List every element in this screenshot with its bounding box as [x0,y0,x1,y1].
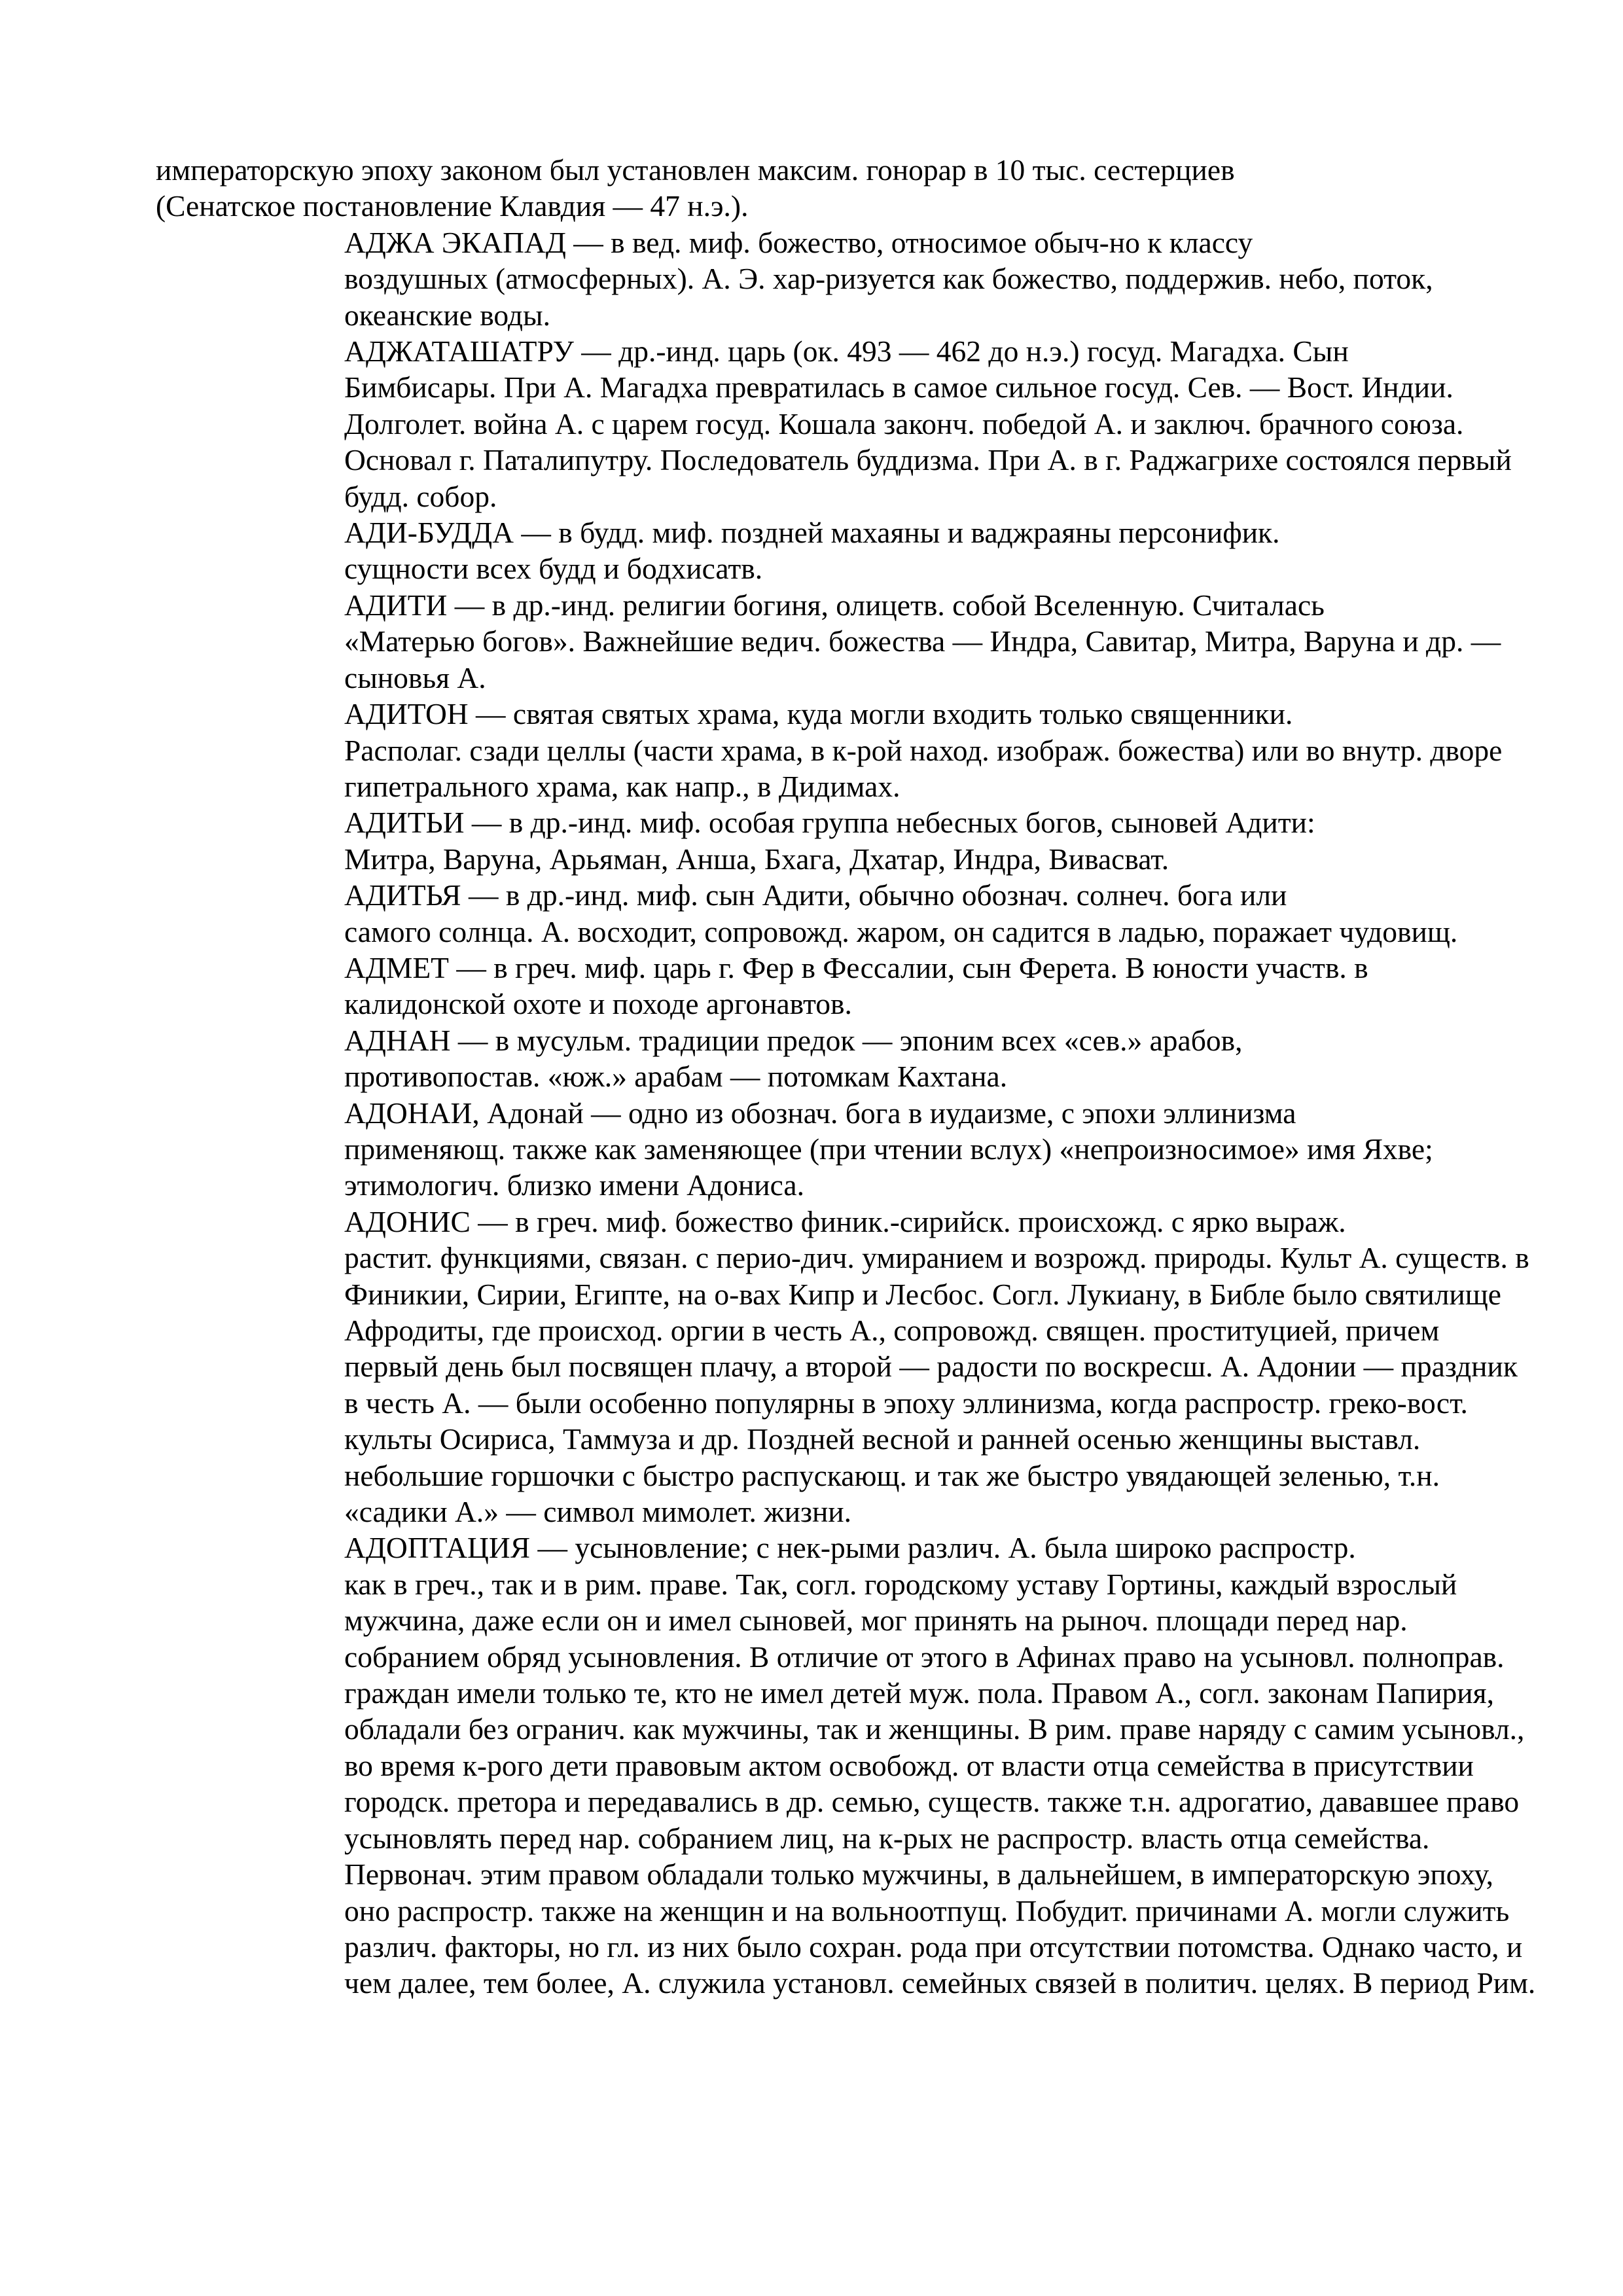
text-line: АДОНАИ, Адонай — одно из обознач. бога в иудаизме, с эпохи эллинизма [344,1096,1296,1130]
text-line: АДЖА ЭКАПАД — в вед. миф. божество, относимое обыч-но к классу [344,225,1253,259]
text-line: АДОНИС — в греч. миф. божество финик.-сирийск. происхожд. с ярко выраж. [344,1204,1346,1238]
text-line: во время к-рого дети правовым актом освобожд. от власти отца семейства в присутствии [344,1748,1474,1782]
text-line: первый день был посвящен плачу, а второй — радости по воскресш. А. Адонии — праздник [344,1350,1518,1384]
text-line: обладали без огранич. как мужчины, так и женщины. В рим. праве наряду с самим усыновл., [344,1712,1525,1746]
entry-adoptatsiya [156,1530,1536,2001]
text-line: калидонской охоте и походе аргонавтов. [344,987,852,1021]
text-line: Основал г. Паталипутру. Последователь буддизма. При А. в г. Раджагрихе состоялся первый [344,443,1512,477]
text-line: АДНАН — в мусульм. традиции предок — эпоним всех «сев.» арабов, [344,1023,1243,1057]
entry-adonis [156,1204,1529,1530]
text-line: этимологич. близко имени Адониса. [344,1168,804,1202]
text-line: небольшие горшочки с быстро распускающ. и так же быстро увядающей зеленью, т.н. [344,1458,1440,1492]
text-line: применяющ. также как заменяющее (при чтении вслух) «непроизносимое» имя Яхве; [344,1132,1433,1166]
entry-adi-budda [156,514,1478,587]
text-line: Митра, Варуна, Арьяман, Анша, Бхага, Дхатар, Индра, Вивасват. [344,842,1169,876]
text-line: АДИТЬЯ — в др.-инд. миф. сын Адити, обычно обознач. солнеч. бога или [344,878,1287,912]
entry-aditon [156,696,1503,804]
text-line: Бимбисары. При А. Магадха превратилась в самое сильное госуд. Сев. — Вост. Индии. [344,370,1454,404]
text-line: самого солнца. А. восходит, сопровожд. жаром, он садится в ладью, поражает чудовищ. [344,914,1458,948]
text-line: будд. собор. [344,479,497,513]
entry-continuation [156,152,1478,224]
text-line: АДОПТАЦИЯ — усыновление; с нек-рыми различ. А. была широко распростр. [344,1531,1356,1565]
text-line: АДИТИ — в др.-инд. религии богиня, олицетв. собой Вселенную. Считалась [344,588,1325,622]
entry-adnan [156,1022,1478,1095]
text-line: городск. претора и передавались в др. семью, существ. также т.н. адрогатио, дававшее право [344,1785,1520,1819]
text-line: Финикии, Сирии, Египте, на о-вах Кипр и Лесбос. Согл. Лукиану, в Библе было святилище [344,1277,1501,1311]
text-line: АДИ-БУДДА — в будд. миф. поздней махаяны и ваджраяны персонифик. [344,516,1280,550]
text-line: Афродиты, где происход. оргии в честь А., сопровожд. священ. проституцией, причем [344,1314,1440,1347]
entry-adonai [156,1095,1478,1204]
text-line: усыновлять перед нар. собранием лиц, на к-рых не распростр. власть отца семейства. [344,1821,1430,1855]
text-line: оно распростр. также на женщин и на вольноотпущ. Побудит. причинами А. могли служить [344,1893,1510,1928]
text-line: воздушных (атмосферных). А. Э. хар-ризуется как божество, поддержив. небо, поток, [344,262,1433,296]
text-line: океанские воды. [344,298,550,332]
text-line: императорскую эпоху законом был установлен максим. гонорар в 10 тыс. сестерциев [156,153,1235,187]
text-line: «Матерью богов». Важнейшие ведич. божества — Индра, Савитар, Митра, Варуна и др. — [344,624,1501,658]
text-line: мужчина, даже если он и имел сыновей, мог принять на рыноч. площади перед нар. [344,1604,1408,1638]
entry-aditi [156,587,1501,696]
entry-adzha-ekapad [156,224,1478,333]
text-line: в честь А. — были особенно популярны в эпоху эллинизма, когда распростр. греко-вост. [344,1386,1468,1420]
document-page [156,152,1536,2001]
text-line: Долголет. война А. с царем госуд. Кошала законч. победой А. и заключ. брачного союза. [344,406,1464,440]
text-line: (Сенатское постановление Клавдия — 47 н.э.). [156,189,749,223]
text-line: АДИТЬИ — в др.-инд. миф. особая группа небесных богов, сыновей Адити: [344,806,1315,840]
text-line: чем далее, тем более, А. служила установл. семейных связей в политич. целях. В период Рим. [344,1966,1536,2000]
text-line: сущности всех будд и бодхисатв. [344,552,763,586]
text-line: различ. факторы, но гл. из них было сохран. рода при отсутствии потомства. Однако часто, и [344,1929,1523,1964]
entry-adzhatashatru [156,333,1512,514]
text-line: Располаг. сзади целлы (части храма, в к-рой наход. изображ. божества) или во внутр. дворе [344,733,1503,767]
text-line: сыновья А. [344,660,486,694]
text-line: растит. функциями, связан. с перио-дич. умиранием и возрожд. природы. Культ А. существ. в [344,1241,1529,1275]
text-line: АДМЕТ — в греч. миф. царь г. Фер в Фессалии, сын Ферета. В юности участв. в [344,950,1368,984]
text-line: граждан имели только те, кто не имел детей муж. пола. Правом А., согл. законам Папирия, [344,1676,1494,1710]
entry-aditi-gods [156,804,1478,877]
text-line: Первонач. этим правом обладали только мужчины, в дальнейшем, в императорскую эпоху, [344,1857,1494,1892]
text-line: собранием обряд усыновления. В отличие от этого в Афинах право на усыновл. полноправ. [344,1640,1505,1674]
text-line: АДИТОН — святая святых храма, куда могли входить только священники. [344,697,1293,731]
text-line: «садики А.» — символ мимолет. жизни. [344,1495,852,1529]
text-line: АДЖАТАШАТРУ — др.-инд. царь (ок. 493 — 462 до н.э.) госуд. Магадха. Сын [344,334,1349,368]
document-body [156,152,1536,2001]
text-line: гипетрального храма, как напр., в Дидимах. [344,769,901,803]
text-line: как в греч., так и в рим. праве. Так, согл. городскому уставу Гортины, каждый взрослый [344,1567,1457,1601]
entry-admet [156,950,1478,1022]
entry-aditya [156,877,1478,950]
text-line: противопостав. «юж.» арабам — потомкам Кахтана. [344,1060,1008,1094]
text-line: культы Осириса, Таммуза и др. Поздней весной и ранней осенью женщины выставл. [344,1422,1421,1456]
